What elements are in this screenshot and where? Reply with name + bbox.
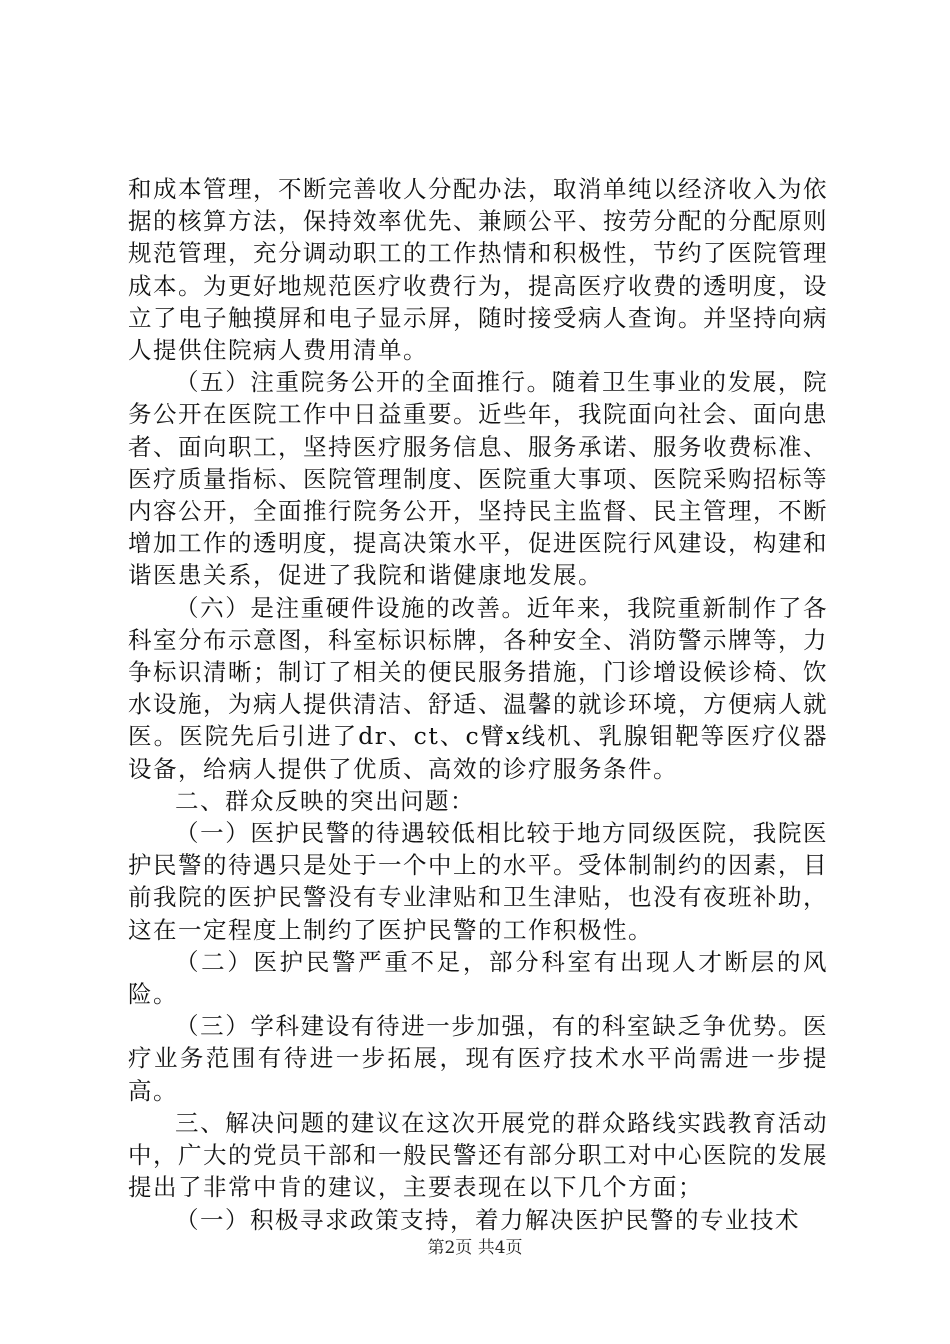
document-body: [128, 173, 828, 1236]
paragraph-cost-management: 和成本管理，不断完善收人分配办法，取消单纯以经济收入为依据的核算方法，保持效率优先、兼顾公平、按劳分配的分配原则规范管理，充分调动职工的工作热情和积极性，节约了医院管理成本。为更好地规范医疗收费行为，提高医疗收费的透明度，设立了电子触摸屏和电子显示屏，随时接受病人查询。并坚持向病人提供住院病人费用清单。: [128, 175, 828, 365]
paragraph-hospital-affairs-disclosure: （五）注重院务公开的全面推行。随着卫生事业的发展，院务公开在医院工作中日益重要。近些年，我院面向社会、面向患者、面向职工，坚持医疗服务信息、服务承诺、服务收费标准、医疗质量指标、医院管理制度、医院重大事项、医院采购招标等内容公开，全面推行院务公开，坚持民主监督、民主管理，不断增加工作的透明度，提高决策水平，促进医院行风建设，构建和谐医患关系，促进了我院和谐健康地发展。: [128, 368, 828, 590]
paragraph-issue-staff-shortage: （二）医护民警严重不足，部分科室有出现人才断层的风险。: [128, 947, 828, 1009]
paragraph-suggestion-policy: （一）积极寻求政策支持，着力解决医护民警的专业技术: [175, 1205, 800, 1234]
section-heading-issues: 二、群众反映的突出问题：: [175, 786, 475, 815]
paragraph-issue-discipline: （三）学科建设有待进一步加强，有的科室缺乏争优势。医疗业务范围有待进一步拓展，现有医疗技术水平尚需进一步提高。: [128, 1012, 828, 1105]
paragraph-hardware-facilities: （六）是注重硬件设施的改善。近年来，我院重新制作了各科室分布示意图，科室标识标牌，各种安全、消防警示牌等，力争标识清晰；制订了相关的便民服务措施，门诊增设候诊椅、饮水设施，为病人提供清洁、舒适、温馨的就诊环境，方便病人就医。医院先后引进了dr、ct、c臂x线机、乳腺钼靶等医疗仪器设备，给病人提供了优质、高效的诊疗服务条件。: [128, 593, 828, 783]
page-footer: 第2页 共4页: [427, 1238, 523, 1258]
section-heading-suggestions: 三、解决问题的建议在这次开展党的群众路线实践教育活动中，广大的党员干部和一般民警还有部分职工对中心医院的发展提出了非常中肯的建议，主要表现在以下几个方面；: [128, 1108, 828, 1202]
paragraph-issue-salary: （一）医护民警的待遇较低相比较于地方同级医院，我院医护民警的待遇只是处于一个中上的水平。受体制制约的因素，目前我院的医护民警没有专业津贴和卫生津贴，也没有夜班补助，这在一定程度上制约了医护民警的工作积极性。: [128, 819, 828, 944]
